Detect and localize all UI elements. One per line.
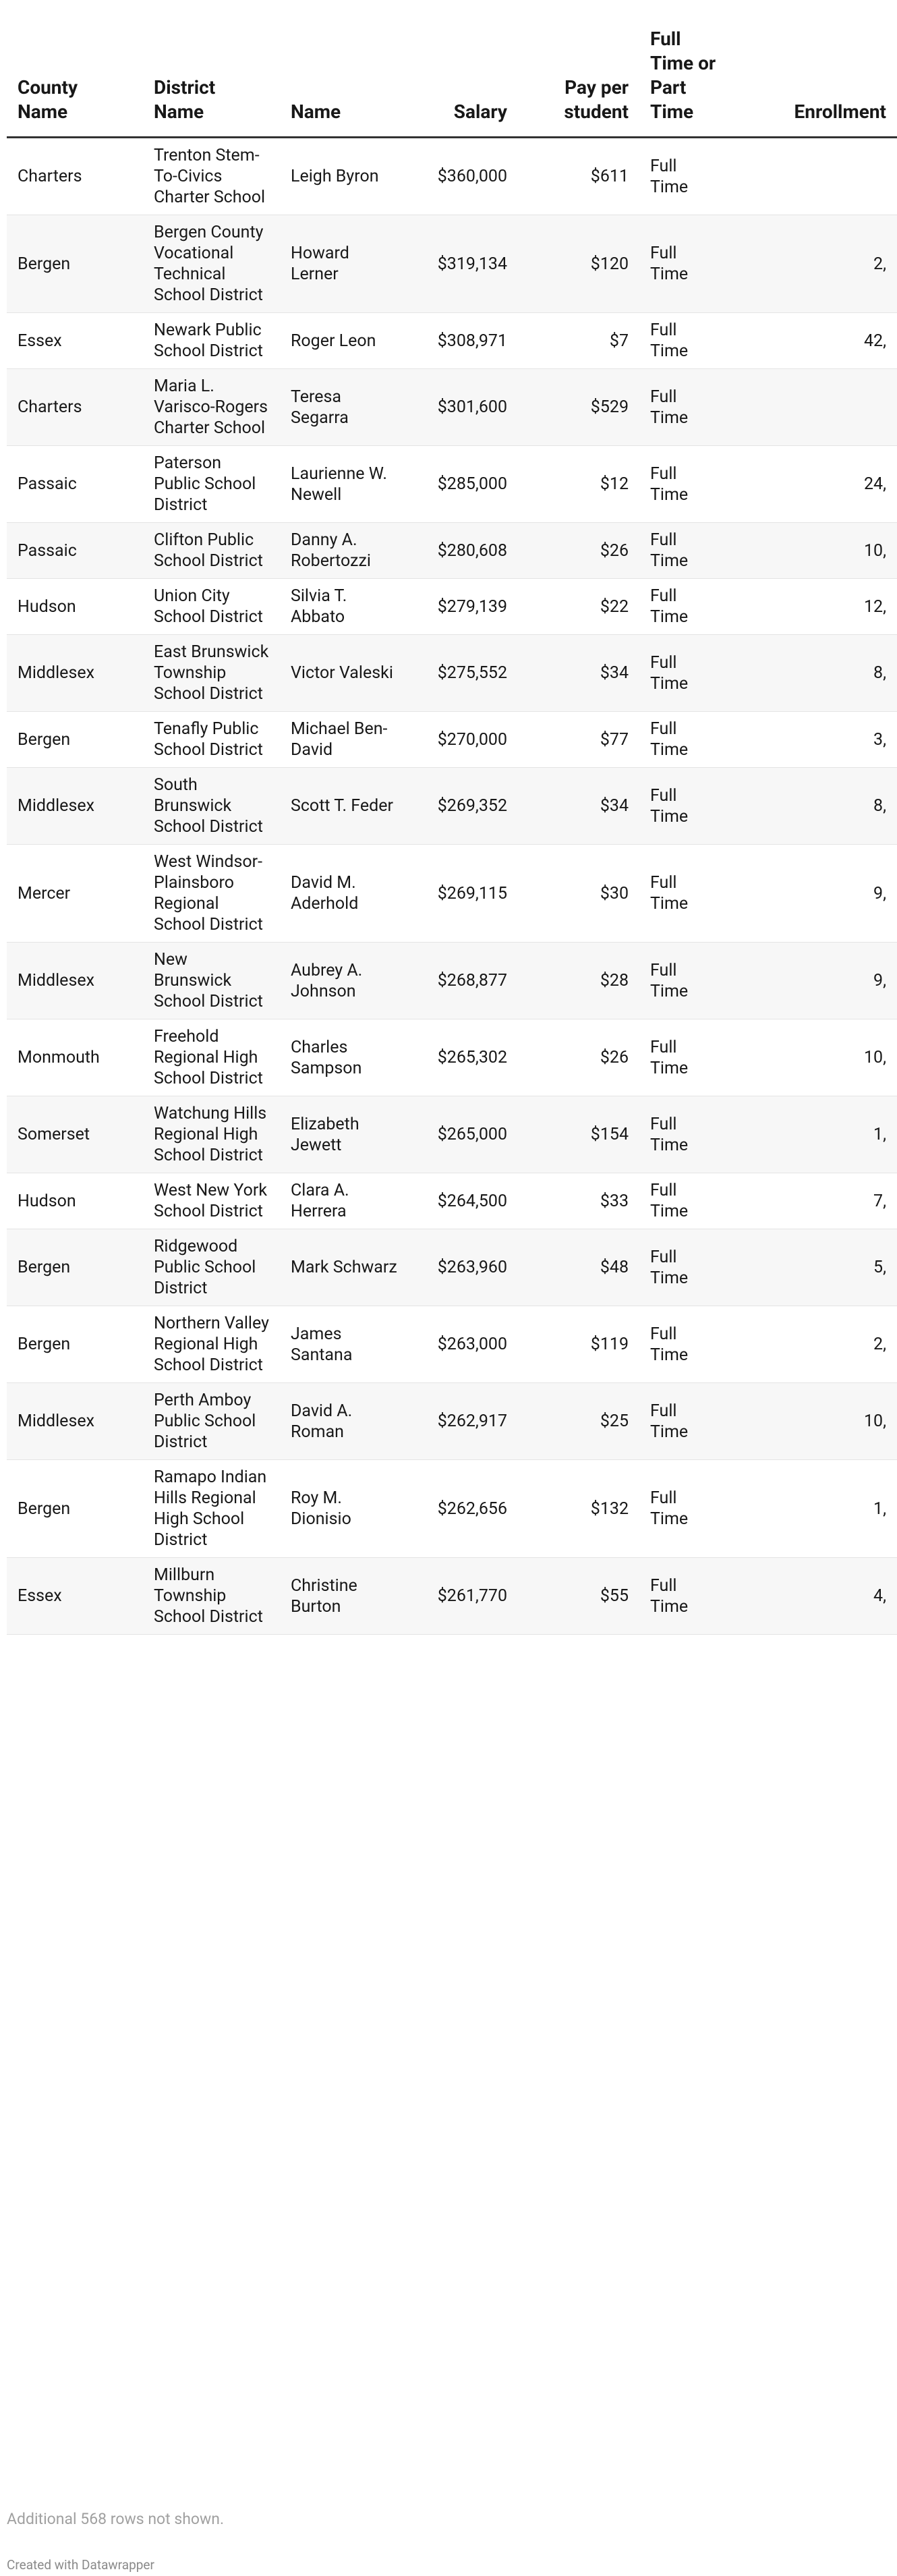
header-name[interactable]: Name (280, 19, 411, 138)
cell-county-name: Bergen (7, 1460, 143, 1558)
cell-full-time-or-part-time: Full Time (639, 1019, 727, 1096)
cell-name: Clara A. Herrera (280, 1173, 411, 1229)
table-body (7, 138, 897, 1635)
cell-salary: $262,917 (411, 1383, 518, 1460)
rows-not-shown-note: Additional 568 rows not shown. (7, 2510, 225, 2528)
cell-name: Victor Valeski (280, 635, 411, 712)
cell-pay-per-student: $33 (518, 1173, 639, 1229)
cell-full-time-or-part-time: Full Time (639, 768, 727, 845)
cell-salary: $279,139 (411, 579, 518, 635)
cell-full-time-or-part-time: Full Time (639, 1383, 727, 1460)
cell-name: Mark Schwarz (280, 1229, 411, 1306)
cell-salary: $262,656 (411, 1460, 518, 1558)
table-row (7, 1019, 897, 1096)
cell-pay-per-student: $120 (518, 215, 639, 313)
cell-name: Aubrey A. Johnson (280, 943, 411, 1019)
cell-district-name: New Brunswick School District (143, 943, 280, 1019)
cell-name: James Santana (280, 1306, 411, 1383)
cell-district-name: Ramapo Indian Hills Regional High School District (143, 1460, 280, 1558)
table-row (7, 215, 897, 313)
cell-county-name: Bergen (7, 1306, 143, 1383)
cell-full-time-or-part-time: Full Time (639, 1460, 727, 1558)
header-county-name[interactable]: County Name (7, 19, 143, 138)
cell-salary: $280,608 (411, 523, 518, 579)
cell-name: Charles Sampson (280, 1019, 411, 1096)
table-row (7, 1383, 897, 1460)
table-row (7, 523, 897, 579)
cell-pay-per-student: $55 (518, 1558, 639, 1635)
cell-district-name: Watchung Hills Regional High School District (143, 1096, 280, 1173)
cell-county-name: Essex (7, 1558, 143, 1635)
cell-district-name: Ridgewood Public School District (143, 1229, 280, 1306)
cell-county-name: Bergen (7, 215, 143, 313)
table-row (7, 446, 897, 523)
cell-salary: $264,500 (411, 1173, 518, 1229)
table-row (7, 635, 897, 712)
cell-enrollment: 3, (727, 712, 897, 768)
cell-salary: $263,960 (411, 1229, 518, 1306)
cell-enrollment: 2, (727, 1306, 897, 1383)
cell-county-name: Middlesex (7, 635, 143, 712)
cell-full-time-or-part-time: Full Time (639, 523, 727, 579)
header-full-time-or-part-time[interactable]: Full Time or Part Time (639, 19, 727, 138)
cell-county-name: Charters (7, 369, 143, 446)
cell-enrollment: 8, (727, 768, 897, 845)
cell-name: Elizabeth Jewett (280, 1096, 411, 1173)
cell-name: Scott T. Feder (280, 768, 411, 845)
cell-county-name: Middlesex (7, 943, 143, 1019)
cell-full-time-or-part-time: Full Time (639, 635, 727, 712)
cell-county-name: Charters (7, 138, 143, 215)
cell-salary: $301,600 (411, 369, 518, 446)
cell-county-name: Middlesex (7, 768, 143, 845)
cell-county-name: Passaic (7, 446, 143, 523)
cell-district-name: Maria L. Varisco-Rogers Charter School (143, 369, 280, 446)
cell-district-name: Paterson Public School District (143, 446, 280, 523)
cell-full-time-or-part-time: Full Time (639, 138, 727, 215)
cell-salary: $265,000 (411, 1096, 518, 1173)
cell-pay-per-student: $154 (518, 1096, 639, 1173)
cell-county-name: Somerset (7, 1096, 143, 1173)
header-pay-per-student[interactable]: Pay per student (518, 19, 639, 138)
cell-full-time-or-part-time: Full Time (639, 1558, 727, 1635)
table-row (7, 845, 897, 943)
cell-enrollment (727, 369, 897, 446)
cell-full-time-or-part-time: Full Time (639, 943, 727, 1019)
cell-name: Christine Burton (280, 1558, 411, 1635)
cell-district-name: Trenton Stem-To-Civics Charter School (143, 138, 280, 215)
cell-county-name: Monmouth (7, 1019, 143, 1096)
cell-enrollment: 9, (727, 845, 897, 943)
cell-full-time-or-part-time: Full Time (639, 1096, 727, 1173)
cell-enrollment: 9, (727, 943, 897, 1019)
cell-salary: $308,971 (411, 313, 518, 369)
cell-enrollment: 2, (727, 215, 897, 313)
cell-district-name: Tenafly Public School District (143, 712, 280, 768)
cell-district-name: Freehold Regional High School District (143, 1019, 280, 1096)
cell-pay-per-student: $12 (518, 446, 639, 523)
cell-enrollment: 10, (727, 1383, 897, 1460)
table-row (7, 1306, 897, 1383)
cell-salary: $263,000 (411, 1306, 518, 1383)
cell-full-time-or-part-time: Full Time (639, 712, 727, 768)
cell-enrollment: 10, (727, 523, 897, 579)
cell-name: Teresa Segarra (280, 369, 411, 446)
cell-district-name: West New York School District (143, 1173, 280, 1229)
table-row (7, 1460, 897, 1558)
cell-pay-per-student: $7 (518, 313, 639, 369)
cell-full-time-or-part-time: Full Time (639, 579, 727, 635)
table-row (7, 1173, 897, 1229)
cell-pay-per-student: $119 (518, 1306, 639, 1383)
cell-salary: $319,134 (411, 215, 518, 313)
cell-full-time-or-part-time: Full Time (639, 1306, 727, 1383)
cell-full-time-or-part-time: Full Time (639, 215, 727, 313)
cell-district-name: East Brunswick Township School District (143, 635, 280, 712)
cell-district-name: South Brunswick School District (143, 768, 280, 845)
cell-salary: $360,000 (411, 138, 518, 215)
cell-county-name: Bergen (7, 1229, 143, 1306)
cell-county-name: Hudson (7, 579, 143, 635)
cell-pay-per-student: $529 (518, 369, 639, 446)
cell-pay-per-student: $30 (518, 845, 639, 943)
header-salary[interactable]: Salary (411, 19, 518, 138)
cell-enrollment: 42, (727, 313, 897, 369)
cell-district-name: Perth Amboy Public School District (143, 1383, 280, 1460)
cell-pay-per-student: $611 (518, 138, 639, 215)
cell-full-time-or-part-time: Full Time (639, 1229, 727, 1306)
cell-district-name: Millburn Township School District (143, 1558, 280, 1635)
cell-county-name: Mercer (7, 845, 143, 943)
cell-county-name: Essex (7, 313, 143, 369)
table-row (7, 138, 897, 215)
datawrapper-credit: Created with Datawrapper (7, 2557, 154, 2573)
cell-full-time-or-part-time: Full Time (639, 1173, 727, 1229)
cell-name: David A. Roman (280, 1383, 411, 1460)
cell-full-time-or-part-time: Full Time (639, 369, 727, 446)
table-row (7, 1558, 897, 1635)
table-row (7, 369, 897, 446)
cell-name: Howard Lerner (280, 215, 411, 313)
cell-name: Roy M. Dionisio (280, 1460, 411, 1558)
cell-pay-per-student: $28 (518, 943, 639, 1019)
cell-district-name: Northern Valley Regional High School District (143, 1306, 280, 1383)
cell-enrollment: 7, (727, 1173, 897, 1229)
cell-district-name: Bergen County Vocational Technical School District (143, 215, 280, 313)
cell-pay-per-student: $26 (518, 1019, 639, 1096)
cell-pay-per-student: $34 (518, 635, 639, 712)
table-row (7, 712, 897, 768)
cell-pay-per-student: $22 (518, 579, 639, 635)
cell-pay-per-student: $26 (518, 523, 639, 579)
cell-county-name: Bergen (7, 712, 143, 768)
cell-enrollment: 8, (727, 635, 897, 712)
header-row (7, 19, 897, 138)
cell-name: Danny A. Robertozzi (280, 523, 411, 579)
cell-pay-per-student: $25 (518, 1383, 639, 1460)
table-row (7, 1229, 897, 1306)
cell-name: Roger Leon (280, 313, 411, 369)
cell-name: Laurienne W. Newell (280, 446, 411, 523)
table-row (7, 943, 897, 1019)
cell-salary: $269,115 (411, 845, 518, 943)
cell-enrollment: 1, (727, 1096, 897, 1173)
cell-salary: $285,000 (411, 446, 518, 523)
cell-name: David M. Aderhold (280, 845, 411, 943)
cell-enrollment: 10, (727, 1019, 897, 1096)
cell-county-name: Middlesex (7, 1383, 143, 1460)
cell-pay-per-student: $48 (518, 1229, 639, 1306)
table-row (7, 1096, 897, 1173)
cell-district-name: Union City School District (143, 579, 280, 635)
cell-district-name: Clifton Public School District (143, 523, 280, 579)
cell-enrollment: 1, (727, 1460, 897, 1558)
cell-full-time-or-part-time: Full Time (639, 313, 727, 369)
header-district-name[interactable]: District Name (143, 19, 280, 138)
table-row (7, 579, 897, 635)
cell-name: Silvia T. Abbato (280, 579, 411, 635)
cell-enrollment: 24, (727, 446, 897, 523)
cell-county-name: Hudson (7, 1173, 143, 1229)
cell-full-time-or-part-time: Full Time (639, 446, 727, 523)
cell-salary: $269,352 (411, 768, 518, 845)
cell-salary: $261,770 (411, 1558, 518, 1635)
cell-enrollment: 5, (727, 1229, 897, 1306)
cell-salary: $275,552 (411, 635, 518, 712)
salary-table (7, 19, 897, 1635)
cell-pay-per-student: $34 (518, 768, 639, 845)
cell-name: Michael Ben-David (280, 712, 411, 768)
cell-enrollment: 4, (727, 1558, 897, 1635)
cell-name: Leigh Byron (280, 138, 411, 215)
cell-salary: $268,877 (411, 943, 518, 1019)
header-enrollment[interactable]: Enrollment (727, 19, 897, 138)
cell-county-name: Passaic (7, 523, 143, 579)
table-row (7, 768, 897, 845)
cell-district-name: West Windsor-Plainsboro Regional School District (143, 845, 280, 943)
cell-full-time-or-part-time: Full Time (639, 845, 727, 943)
cell-pay-per-student: $77 (518, 712, 639, 768)
cell-enrollment (727, 138, 897, 215)
cell-pay-per-student: $132 (518, 1460, 639, 1558)
cell-salary: $265,302 (411, 1019, 518, 1096)
cell-salary: $270,000 (411, 712, 518, 768)
cell-district-name: Newark Public School District (143, 313, 280, 369)
cell-enrollment: 12, (727, 579, 897, 635)
table-row (7, 313, 897, 369)
table-header (7, 19, 897, 138)
